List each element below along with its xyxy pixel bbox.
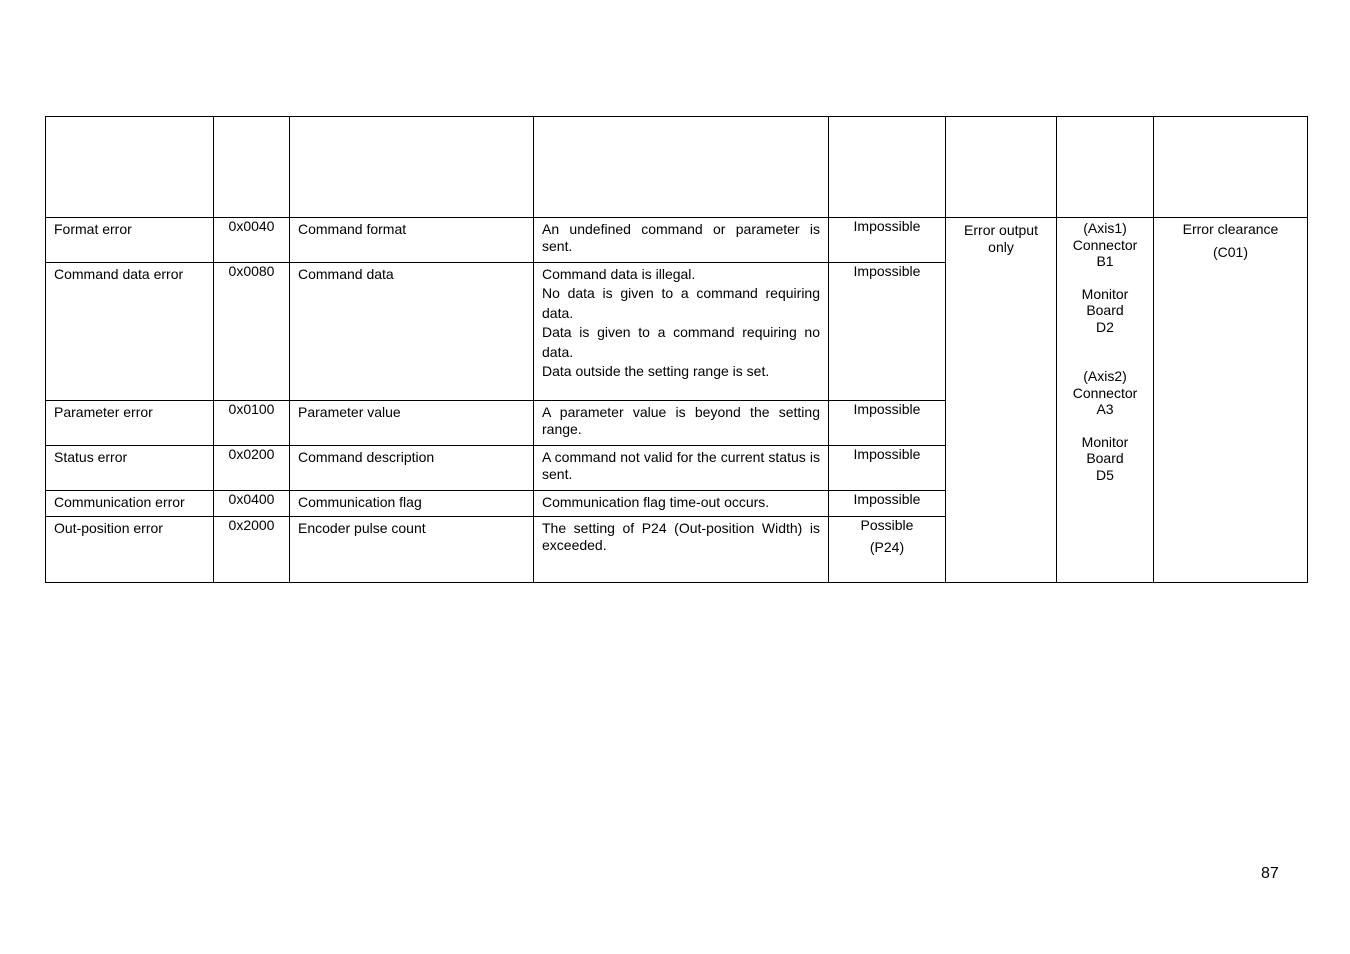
cause-cell — [290, 218, 534, 263]
description-cell — [534, 491, 829, 517]
clearance-command: (C01) — [1212, 244, 1248, 260]
recovery-text: Possible — [860, 517, 914, 533]
error-code: 0x0040 — [214, 218, 290, 263]
cause-cell — [290, 517, 534, 583]
axis1-pin: B1 — [1096, 253, 1114, 269]
error-name: Communication error — [54, 494, 185, 510]
error-name: Command data error — [54, 266, 184, 282]
cause-cell — [290, 446, 534, 491]
description-cell — [534, 401, 829, 446]
axis2-connector: Connector — [1072, 384, 1138, 401]
error-name-cell — [46, 218, 214, 263]
cause-text: Communication flag — [298, 494, 422, 510]
axis1-board-pin: D2 — [1096, 318, 1114, 335]
error-name-cell — [46, 517, 214, 583]
error-name: Parameter error — [54, 404, 153, 420]
clearance-cell — [1154, 218, 1308, 583]
recovery-text: Impossible — [853, 263, 921, 279]
recovery-cell — [829, 263, 946, 401]
error-name-cell — [46, 401, 214, 446]
error-name: Format error — [54, 221, 132, 237]
error-name-cell — [46, 446, 214, 491]
header-cell — [1154, 117, 1308, 218]
error-name: Status error — [54, 449, 128, 465]
description-line: Data is given to a command requiring no data. — [542, 324, 820, 360]
error-table — [45, 116, 1308, 583]
header-cell — [290, 117, 534, 218]
cause-cell — [290, 401, 534, 446]
axis2-board: Board — [1086, 450, 1124, 466]
header-cell — [1057, 117, 1154, 218]
recovery-cell — [829, 491, 946, 517]
cause-text: Command format — [298, 221, 407, 237]
description-line: Communication flag time-out occurs. — [542, 494, 770, 510]
recovery-cell — [829, 218, 946, 263]
description-line: No data is given to a command requiring data. — [542, 285, 820, 321]
axis2-pin: A3 — [1096, 401, 1114, 417]
recovery-cell — [829, 446, 946, 491]
recovery-text: Impossible — [853, 218, 921, 234]
table-row — [46, 218, 1308, 263]
error-output-line: only — [988, 238, 1014, 255]
description-line: Command data is illegal. — [542, 266, 696, 282]
header-cell — [214, 117, 290, 218]
recovery-text: Impossible — [853, 401, 921, 417]
description-cell — [534, 517, 829, 583]
description-line: An undefined command or parameter is sent. — [542, 221, 820, 254]
cause-text: Parameter value — [298, 404, 401, 420]
axis2-label: (Axis2) — [1083, 368, 1127, 384]
description-cell — [534, 218, 829, 263]
cause-cell — [290, 491, 534, 517]
recovery-cell — [829, 517, 946, 583]
cause-text: Encoder pulse count — [298, 520, 426, 536]
axis2-board-pin: D5 — [1096, 466, 1114, 483]
header-cell — [46, 117, 214, 218]
error-name-cell — [46, 263, 214, 401]
error-code: 0x0200 — [214, 446, 290, 491]
description-line: A parameter value is beyond the setting range. — [542, 404, 820, 437]
cause-text: Command description — [298, 449, 435, 465]
recovery-cell — [829, 401, 946, 446]
connector-cell — [1057, 218, 1154, 583]
description-line: Data outside the setting range is set. — [542, 363, 770, 380]
error-code: 0x0400 — [214, 491, 290, 517]
description-line: A command not valid for the current status is sent. — [542, 449, 820, 482]
cause-cell — [290, 263, 534, 401]
recovery-parameter: (P24) — [869, 539, 905, 555]
recovery-text: Impossible — [853, 491, 921, 507]
description-line: The setting of P24 (Out-position Width) is exceeded. — [542, 520, 820, 553]
header-row — [46, 117, 1308, 218]
error-code: 0x0100 — [214, 401, 290, 446]
cause-text: Command data — [298, 266, 394, 282]
description-cell — [534, 263, 829, 401]
error-code: 0x0080 — [214, 263, 290, 401]
error-name-cell — [46, 491, 214, 517]
page-number: 87 — [1261, 865, 1279, 882]
header-cell — [534, 117, 829, 218]
clearance-text: Error clearance — [1182, 221, 1279, 237]
header-cell — [946, 117, 1057, 218]
axis1-label: (Axis1) — [1083, 220, 1127, 236]
axis1-board: Board — [1086, 302, 1124, 318]
error-name: Out-position error — [54, 520, 163, 536]
error-output-cell — [946, 218, 1057, 583]
description-cell — [534, 446, 829, 491]
header-cell — [829, 117, 946, 218]
error-output-line: Error output — [964, 222, 1038, 238]
axis1-monitor: Monitor — [1081, 285, 1129, 302]
axis2-monitor: Monitor — [1081, 433, 1129, 450]
axis1-connector: Connector — [1072, 236, 1138, 253]
error-code: 0x2000 — [214, 517, 290, 583]
recovery-text: Impossible — [853, 446, 921, 462]
